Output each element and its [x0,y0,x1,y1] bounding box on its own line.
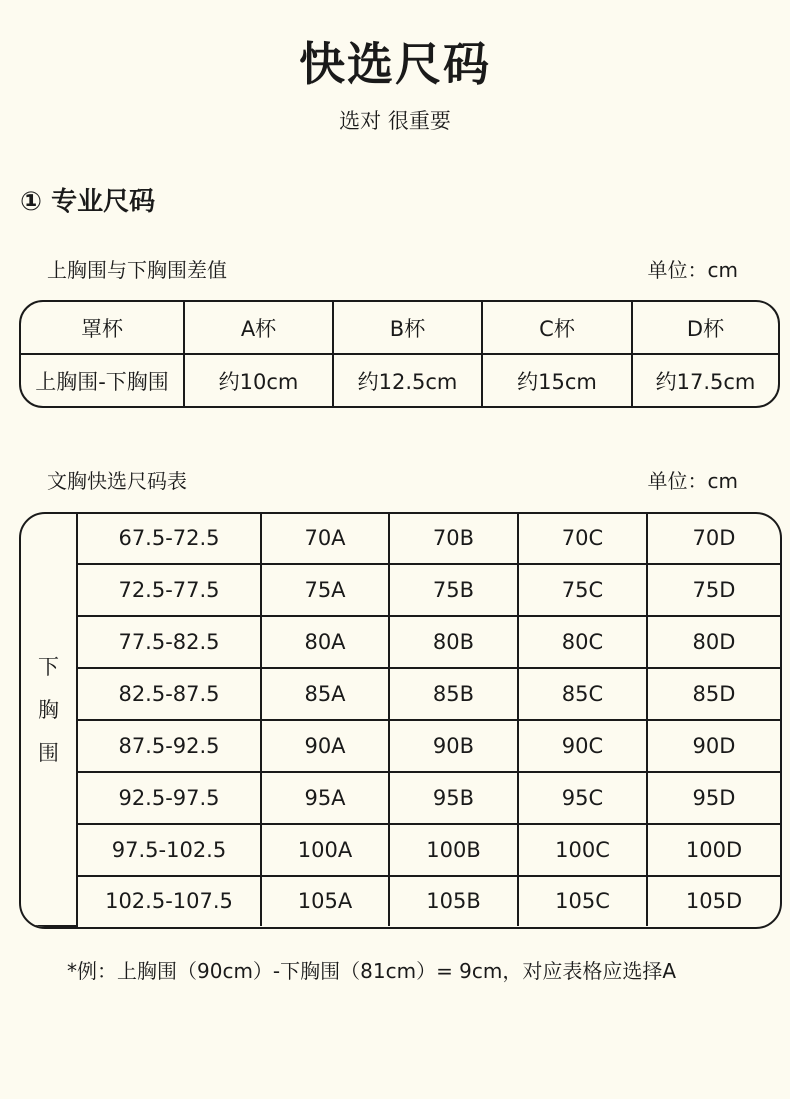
table-row [21,616,780,668]
size-cell: 90B [389,720,518,772]
size-chart-unit: 单位：cm [647,469,738,493]
size-chart-label: 文胸快选尺码表 [47,469,187,493]
underbust-range-cell: 82.5-87.5 [77,668,261,720]
size-cell: 90C [518,720,647,772]
table-row [21,824,780,876]
size-cell: 75C [518,564,647,616]
size-cell: 75D [647,564,780,616]
table-cell: 约15cm [482,354,632,406]
row-header-char: 胸 [38,698,59,722]
size-cell: 70A [261,514,389,564]
size-cell: 70D [647,514,780,564]
size-cell: 75B [389,564,518,616]
table-row [21,876,780,926]
size-cell: 85C [518,668,647,720]
size-cell: 85A [261,668,389,720]
table-cell: 约17.5cm [632,354,778,406]
footnote: *例：上胸围（90cm）-下胸围（81cm）= 9cm，对应表格应选择A [67,959,677,983]
size-cell: 75A [261,564,389,616]
size-cell: 80B [389,616,518,668]
size-cell: 80C [518,616,647,668]
table-row [21,720,780,772]
table-row [21,354,778,406]
size-cell: 80D [647,616,780,668]
size-cell: 105D [647,876,780,926]
size-cell: 105B [389,876,518,926]
underbust-range-cell: 72.5-77.5 [77,564,261,616]
table-cell: 罩杯 [21,302,184,354]
size-cell: 100B [389,824,518,876]
table-row [21,772,780,824]
size-cell: 105C [518,876,647,926]
table-header-row [21,302,778,354]
size-cell: 100D [647,824,780,876]
size-chart-table [19,512,782,929]
size-cell: 80A [261,616,389,668]
size-cell: 70C [518,514,647,564]
size-cell: 100A [261,824,389,876]
table-cell: D杯 [632,302,778,354]
size-cell: 90D [647,720,780,772]
size-cell: 100C [518,824,647,876]
table-cell: A杯 [184,302,333,354]
size-cell: 85B [389,668,518,720]
row-header-underbust [21,514,77,926]
table-cell: C杯 [482,302,632,354]
size-cell: 105A [261,876,389,926]
size-cell: 85D [647,668,780,720]
table-cell: 约10cm [184,354,333,406]
underbust-range-cell: 87.5-92.5 [77,720,261,772]
table-row [21,668,780,720]
cup-difference-unit: 单位：cm [647,258,738,282]
section-heading: ① 专业尺码 [20,187,156,217]
row-header-char: 下 [38,655,59,679]
table-row [21,514,780,564]
size-cell: 95D [647,772,780,824]
table-cell: B杯 [333,302,482,354]
size-cell: 70B [389,514,518,564]
underbust-range-cell: 77.5-82.5 [77,616,261,668]
table-row [21,564,780,616]
underbust-range-cell: 92.5-97.5 [77,772,261,824]
underbust-range-cell: 102.5-107.5 [77,876,261,926]
table-cell: 上胸围-下胸围 [21,354,184,406]
underbust-range-cell: 67.5-72.5 [77,514,261,564]
table-cell: 约12.5cm [333,354,482,406]
underbust-range-cell: 97.5-102.5 [77,824,261,876]
cup-difference-table [19,300,780,408]
size-cell: 95A [261,772,389,824]
cup-difference-label: 上胸围与下胸围差值 [47,258,227,282]
row-header-char: 围 [38,741,59,765]
size-cell: 95B [389,772,518,824]
size-cell: 90A [261,720,389,772]
page-subtitle: 选对 很重要 [339,109,451,133]
size-cell: 95C [518,772,647,824]
page-title: 快选尺码 [299,37,491,91]
